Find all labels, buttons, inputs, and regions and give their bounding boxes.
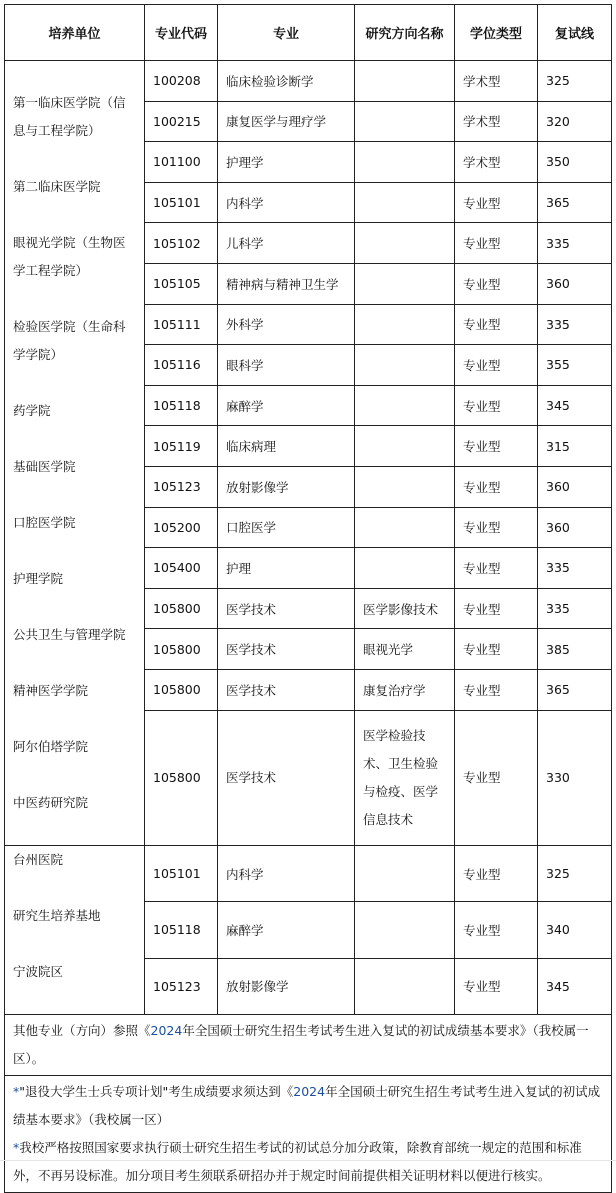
unit-name: 研究生培养基地	[13, 908, 101, 923]
cell-score: 315	[538, 426, 612, 467]
unit-name: 精神医学学院	[13, 683, 89, 698]
unit-name: 口腔医学院	[13, 515, 76, 530]
cell-major: 精神病与精神卫生学	[218, 263, 355, 304]
cell-direction	[355, 548, 455, 589]
cell-score: 385	[538, 629, 612, 670]
note-text: 年全国硕士研究生招生考试考生进入复试的初试成绩基本要求》（我校属一区）	[13, 1084, 601, 1127]
note-text: 其他专业（方向）参照《	[13, 1023, 151, 1038]
cell-direction	[355, 958, 455, 1014]
cell-score: 330	[538, 710, 612, 846]
cell-score: 325	[538, 846, 612, 902]
cell-score: 360	[538, 466, 612, 507]
cell-major: 儿科学	[218, 223, 355, 264]
cell-direction: 康复治疗学	[355, 669, 455, 710]
unit-name: 台州医院	[13, 852, 64, 867]
cell-direction	[355, 426, 455, 467]
cell-code: 105123	[145, 466, 218, 507]
cell-direction: 医学检验技术、卫生检验与检疫、医学信息技术	[355, 710, 455, 846]
cell-major: 麻醉学	[218, 385, 355, 426]
cell-type: 学术型	[455, 142, 538, 183]
cell-score: 335	[538, 588, 612, 629]
note-text: "退役大学生士兵专项计划"考生成绩要求须达到《	[19, 1084, 294, 1099]
cell-score: 340	[538, 902, 612, 958]
cell-type: 专业型	[455, 426, 538, 467]
cell-score: 365	[538, 182, 612, 223]
cell-major: 护理	[218, 548, 355, 589]
cell-major: 放射影像学	[218, 466, 355, 507]
cell-code: 105200	[145, 507, 218, 548]
cell-direction	[355, 902, 455, 958]
cell-score: 360	[538, 263, 612, 304]
cell-code: 105118	[145, 385, 218, 426]
cell-type: 专业型	[455, 958, 538, 1014]
note-policies	[5, 1076, 612, 1193]
cell-major: 放射影像学	[218, 958, 355, 1014]
unit-name: 第一临床医学院（信息与工程学院）	[13, 95, 126, 138]
unit-name: 中医药研究院	[13, 795, 89, 810]
unit-name: 公共卫生与管理学院	[13, 627, 126, 642]
cell-major: 康复医学与理疗学	[218, 101, 355, 142]
column-header: 学位类型	[455, 5, 538, 61]
cell-type: 专业型	[455, 710, 538, 846]
cell-code: 100208	[145, 61, 218, 102]
cell-type: 专业型	[455, 304, 538, 345]
note-year: 2024	[293, 1084, 326, 1099]
cell-code: 105400	[145, 548, 218, 589]
cell-score: 365	[538, 669, 612, 710]
note-other-majors	[5, 1015, 612, 1076]
cell-type: 专业型	[455, 223, 538, 264]
cell-major: 医学技术	[218, 710, 355, 846]
unit-name: 第二临床医学院	[13, 179, 101, 194]
cell-major: 医学技术	[218, 669, 355, 710]
cell-direction: 医学影像技术	[355, 588, 455, 629]
cell-direction	[355, 263, 455, 304]
cell-major: 医学技术	[218, 588, 355, 629]
cell-type: 专业型	[455, 182, 538, 223]
cell-major: 临床病理	[218, 426, 355, 467]
cell-major: 临床检验诊断学	[218, 61, 355, 102]
cell-code: 105116	[145, 345, 218, 386]
cell-score: 335	[538, 304, 612, 345]
unit-name: 基础医学院	[13, 459, 76, 474]
cell-major: 医学技术	[218, 629, 355, 670]
cell-code: 105800	[145, 588, 218, 629]
cell-score: 335	[538, 548, 612, 589]
unit-name: 宁波院区	[13, 964, 64, 979]
cell-code: 105105	[145, 263, 218, 304]
cell-direction	[355, 385, 455, 426]
cell-major: 内科学	[218, 182, 355, 223]
cell-code: 105111	[145, 304, 218, 345]
cell-code: 105101	[145, 182, 218, 223]
cell-type: 专业型	[455, 466, 538, 507]
unit-name: 检验医学院（生命科学学院）	[13, 319, 126, 362]
cell-type: 专业型	[455, 669, 538, 710]
cell-direction	[355, 507, 455, 548]
cell-code: 105800	[145, 669, 218, 710]
cell-score: 360	[538, 507, 612, 548]
cell-type: 专业型	[455, 588, 538, 629]
cell-score: 325	[538, 61, 612, 102]
cell-type: 专业型	[455, 629, 538, 670]
unit-cell	[5, 61, 145, 846]
column-header: 专业	[218, 5, 355, 61]
column-header: 研究方向名称	[355, 5, 455, 61]
cell-direction: 眼视光学	[355, 629, 455, 670]
cell-major: 外科学	[218, 304, 355, 345]
cell-major: 麻醉学	[218, 902, 355, 958]
cell-type: 专业型	[455, 263, 538, 304]
cell-type: 专业型	[455, 548, 538, 589]
unit-name: 护理学院	[13, 571, 64, 586]
note-text: 年全国硕士研究生招生考试考生进入复试的初试成绩基本要求》（我校属一区）。	[13, 1023, 589, 1066]
note-row	[5, 1015, 612, 1076]
cell-major: 眼科学	[218, 345, 355, 386]
cell-type: 学术型	[455, 61, 538, 102]
column-header: 专业代码	[145, 5, 218, 61]
cell-type: 专业型	[455, 507, 538, 548]
cell-type: 专业型	[455, 385, 538, 426]
cell-major: 护理学	[218, 142, 355, 183]
unit-name: 药学院	[13, 403, 51, 418]
column-header: 复试线	[538, 5, 612, 61]
note-row	[5, 1076, 612, 1193]
cell-code: 105102	[145, 223, 218, 264]
cell-direction	[355, 466, 455, 507]
asterisk: *	[13, 1140, 20, 1155]
cell-score: 335	[538, 223, 612, 264]
asterisk: *	[13, 1084, 20, 1099]
cell-score: 355	[538, 345, 612, 386]
cell-type: 专业型	[455, 902, 538, 958]
cell-code: 100215	[145, 101, 218, 142]
cell-direction	[355, 142, 455, 183]
cell-code: 105800	[145, 629, 218, 670]
divider	[0, 1160, 616, 1161]
cell-code: 105101	[145, 846, 218, 902]
cell-score: 320	[538, 101, 612, 142]
cell-direction	[355, 182, 455, 223]
cell-direction	[355, 223, 455, 264]
cell-direction	[355, 61, 455, 102]
cell-major: 口腔医学	[218, 507, 355, 548]
cell-type: 学术型	[455, 101, 538, 142]
cell-score: 345	[538, 958, 612, 1014]
cell-code: 101100	[145, 142, 218, 183]
cell-direction	[355, 101, 455, 142]
cell-major: 内科学	[218, 846, 355, 902]
cell-code: 105800	[145, 710, 218, 846]
cell-code: 105123	[145, 958, 218, 1014]
unit-name: 阿尔伯塔学院	[13, 739, 89, 754]
cell-score: 345	[538, 385, 612, 426]
cell-score: 350	[538, 142, 612, 183]
unit-name: 眼视光学院（生物医学工程学院）	[13, 235, 126, 278]
cell-type: 专业型	[455, 345, 538, 386]
cell-code: 105118	[145, 902, 218, 958]
table-row	[5, 846, 612, 902]
note-text: 我校严格按照国家要求执行硕士研究生招生考试的初试总分加分政策，除教育部统一规定的范围和标准外，不再另设标准。加分项目考生须联系研招办并于规定时间前提供相关证明材料以便进行核实。	[13, 1140, 582, 1183]
table-row	[5, 61, 612, 102]
cell-direction	[355, 846, 455, 902]
cell-code: 105119	[145, 426, 218, 467]
cell-type: 专业型	[455, 846, 538, 902]
unit-cell	[5, 846, 145, 1015]
cell-direction	[355, 304, 455, 345]
column-header: 培养单位	[5, 5, 145, 61]
header-row	[5, 5, 612, 61]
note-year: 2024	[150, 1023, 183, 1038]
score-table	[4, 4, 612, 1193]
cell-direction	[355, 345, 455, 386]
